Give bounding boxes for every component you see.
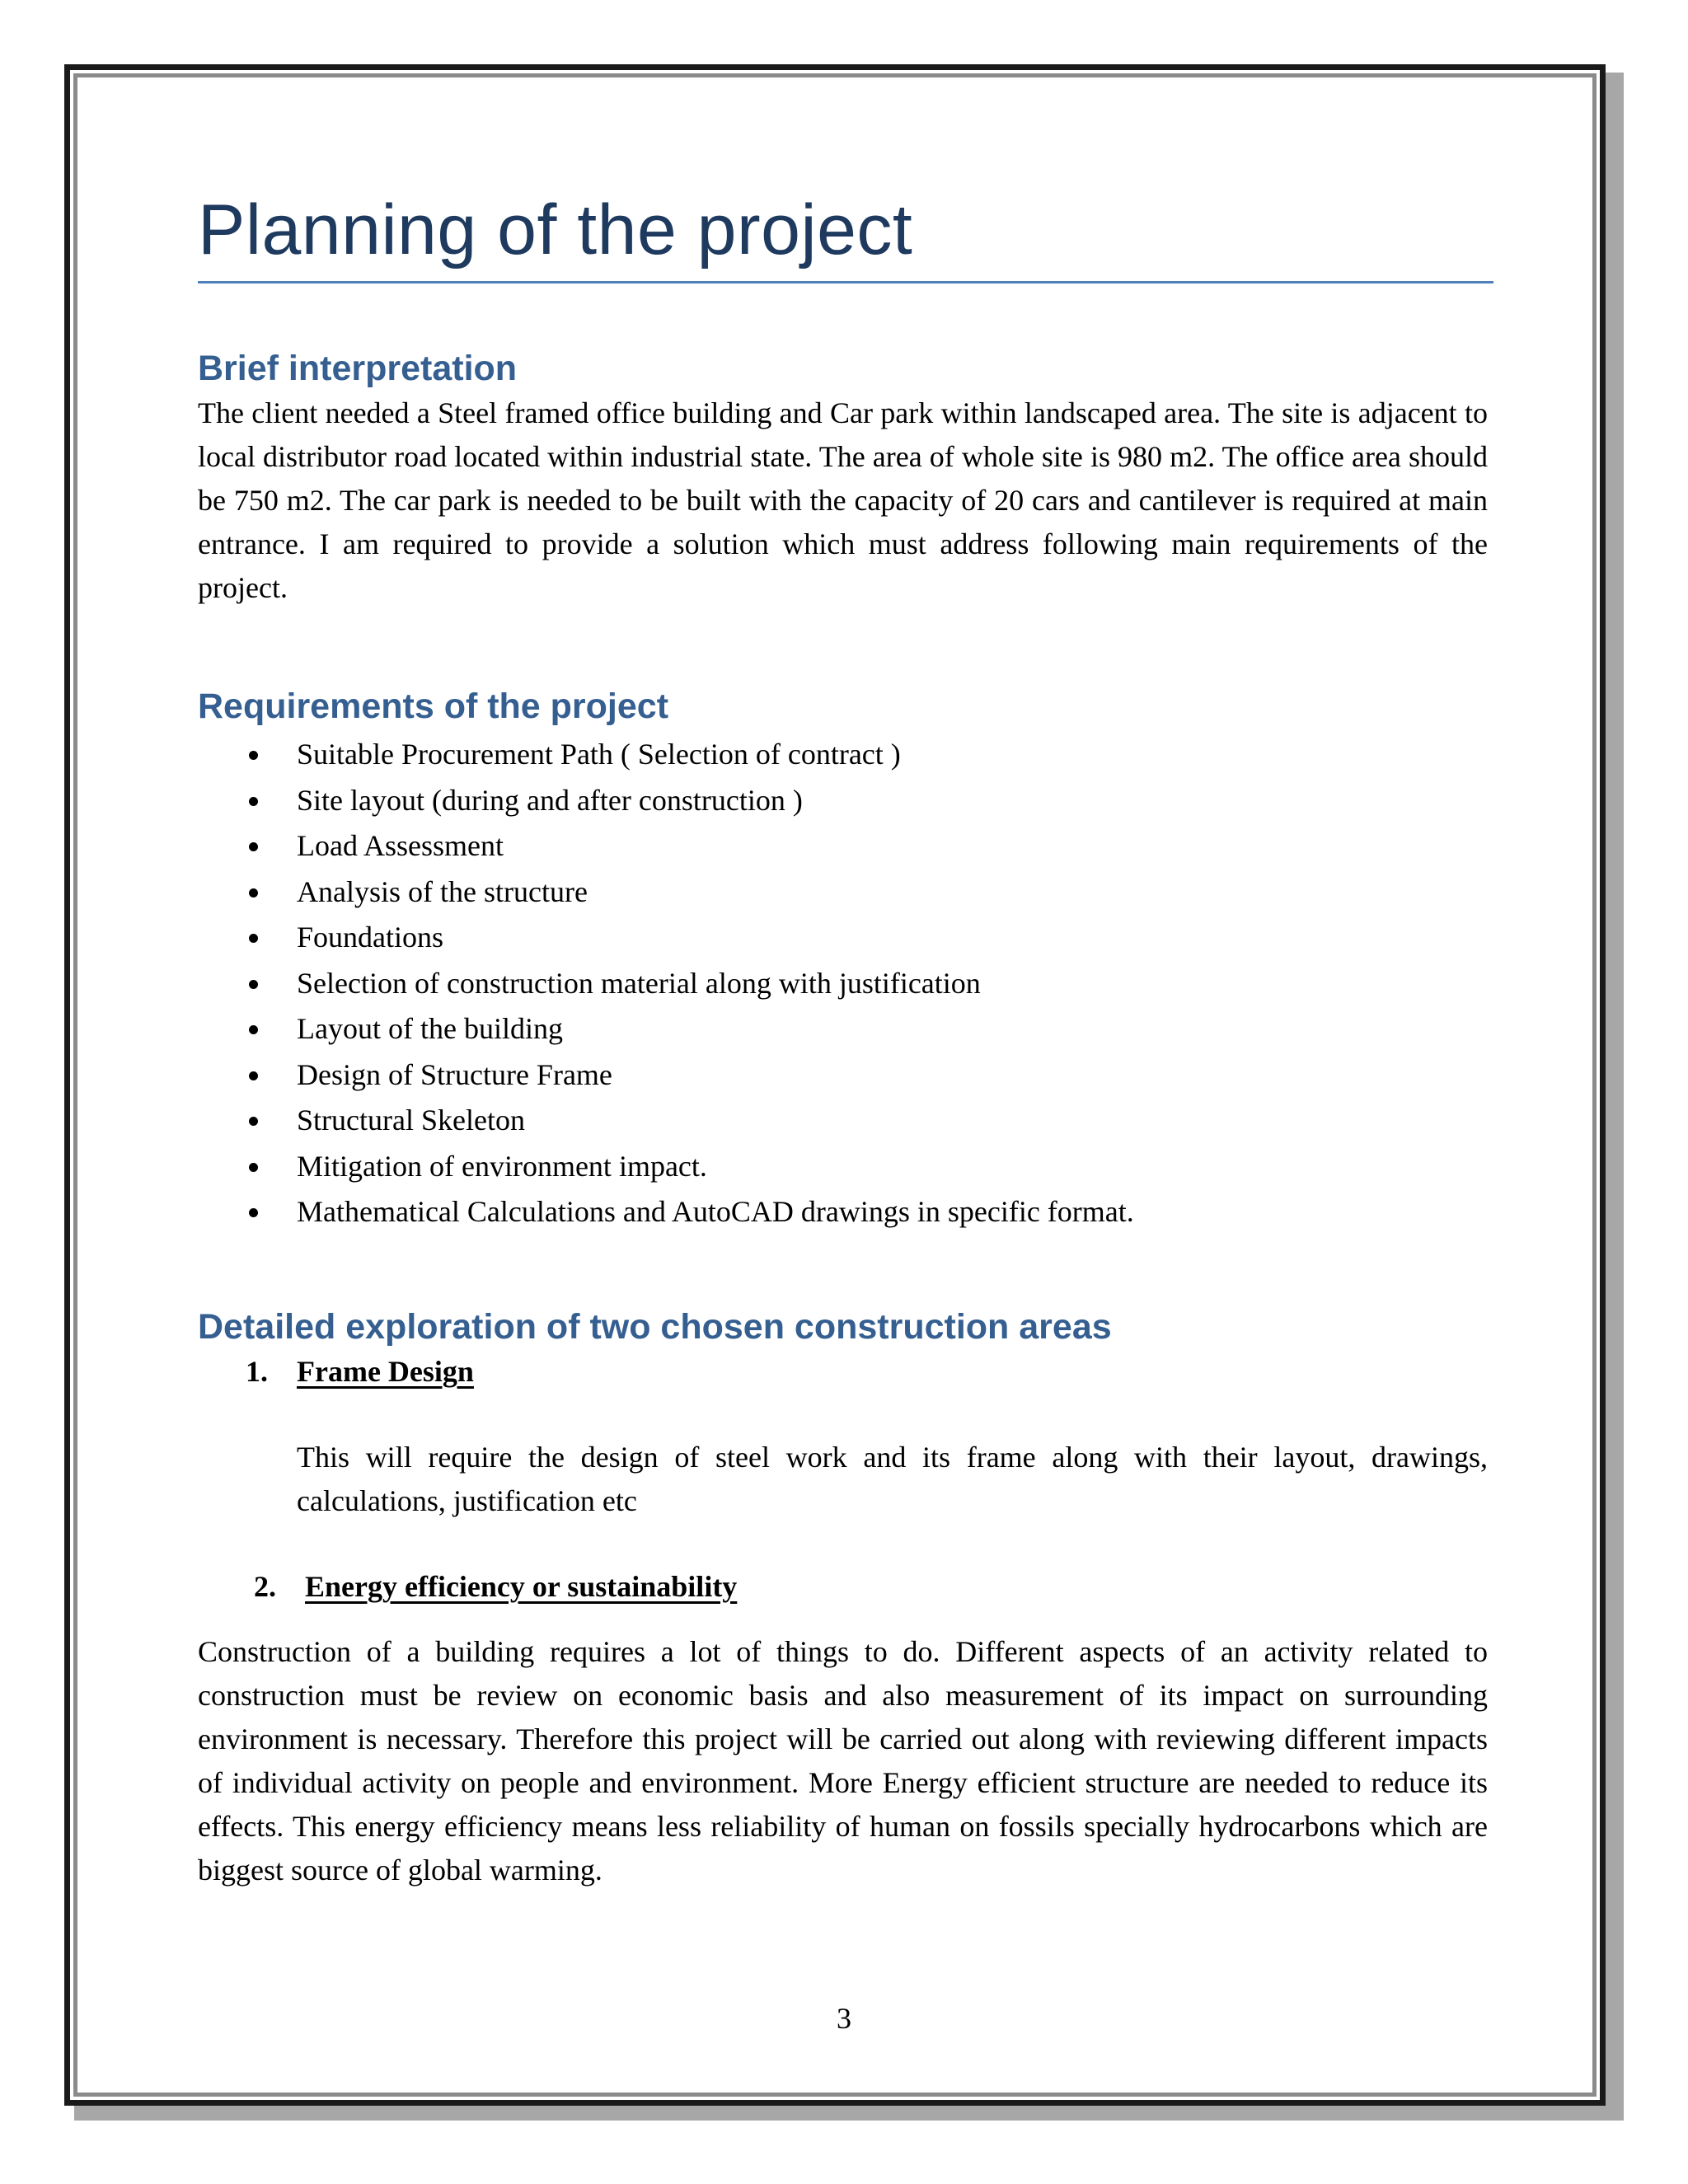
list-item: Mitigation of environment impact. (198, 1144, 1488, 1190)
list-item: Mathematical Calculations and AutoCAD drawings in specific format. (198, 1189, 1488, 1235)
item-label: Energy efficiency or sustainability (305, 1570, 738, 1604)
bullet-icon (249, 751, 258, 760)
bullet-icon (249, 980, 258, 989)
title-rule (198, 281, 1493, 284)
list-item: Selection of construction material along with justification (198, 961, 1488, 1007)
heading-requirements: Requirements of the project (198, 687, 669, 727)
list-item: Suitable Procurement Path ( Selection of contract ) (198, 732, 1488, 778)
list-item: Load Assessment (198, 823, 1488, 869)
bullet-icon (249, 1117, 258, 1126)
item-number: 2. (254, 1570, 276, 1604)
requirements-list (198, 732, 1488, 1235)
bullet-icon (249, 1071, 258, 1080)
list-item: Structural Skeleton (198, 1098, 1488, 1144)
bullet-icon (249, 888, 258, 898)
brief-paragraph: The client needed a Steel framed office building and Car park within landscaped area. The site is adjacent to local distributor road located within industrial state. The area of whole site is 980 m2. The office area should be 750 m2. The car park is needed to be built with the capacity of 20 cars and cantilever is required at main entrance. I am required to provide a solution which must address following main requirements of the project. (198, 396, 1488, 605)
page-title: Planning of the project (198, 190, 913, 269)
page-number: 3 (837, 2002, 851, 2035)
heading-brief-interpretation: Brief interpretation (198, 348, 518, 388)
list-item: Design of Structure Frame (198, 1052, 1488, 1099)
numbered-item-energy-efficiency (198, 1565, 1488, 1609)
item-number: 1. (246, 1355, 268, 1389)
bullet-icon (249, 797, 258, 806)
frame-design-text: This will require the design of steel work and its frame along with their layout, drawings, calculations, justification etc (297, 1441, 1488, 1518)
numbered-item-frame-design (198, 1350, 1488, 1394)
bullet-icon (249, 1163, 258, 1172)
energy-efficiency-paragraph: Construction of a building requires a lot of things to do. Different aspects of an activity related to construction must be review on economic basis and also measurement of its impact on surrounding environment is necessary. Therefore this project will be carried out along with reviewing different impacts of individual activity on people and environment. More Energy efficient structure are needed to reduce its effects. This energy efficiency means less reliability of human on fossils specially hydrocarbons which are biggest source of global warming. (198, 1635, 1488, 1887)
bullet-icon (249, 934, 258, 943)
list-item: Layout of the building (198, 1006, 1488, 1052)
list-item: Site layout (during and after construction ) (198, 778, 1488, 824)
page-content (198, 190, 1488, 1892)
item-label: Frame Design (297, 1355, 474, 1389)
bullet-icon (249, 1208, 258, 1217)
bullet-icon (249, 1025, 258, 1034)
list-item: Analysis of the structure (198, 869, 1488, 916)
heading-detailed-exploration: Detailed exploration of two chosen construction areas (198, 1306, 1112, 1347)
bullet-icon (249, 842, 258, 851)
list-item: Foundations (198, 915, 1488, 961)
